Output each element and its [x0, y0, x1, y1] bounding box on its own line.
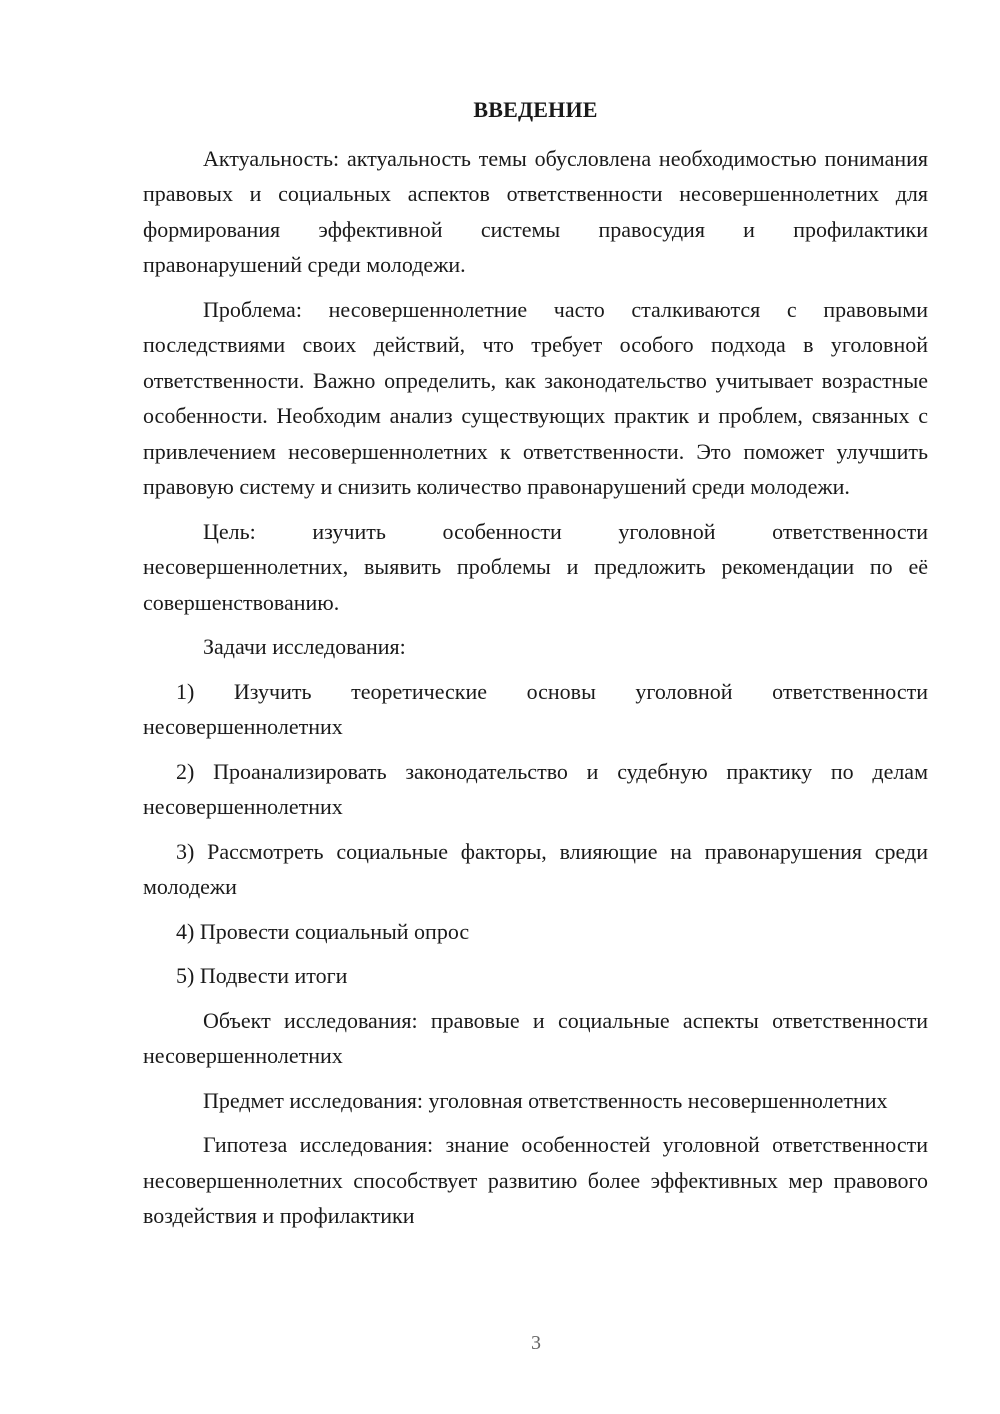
list-item: 1) Изучить теоретические основы уголовной ответственности несовершеннолетних [143, 678, 928, 739]
list-item: 3) Рассмотреть социальные факторы, влияющие на правонарушения среди молодежи [143, 838, 928, 899]
paragraph-problem: Проблема: несовершеннолетние часто сталкиваются с правовыми последствиями своих действий, что требует особого подхода в уголовной ответственности. Важно определить, как законодательство учитывает возрастные особенности. Необходим анализ существующих практик и проблем, связанных с привлечением несовершеннолетних к ответственности. Это поможет улучшить правовую систему и снизить количество правонарушений среди молодежи. [143, 296, 928, 499]
page-title: ВВЕДЕНИЕ [473, 97, 598, 122]
list-item: 5) Подвести итоги [176, 963, 348, 988]
tasks-list [143, 674, 928, 994]
paragraph-goal: Цель: изучить особенности уголовной ответственности несовершеннолетних, выявить проблемы и предложить рекомендации по её совершенствованию. [143, 518, 928, 615]
list-item: 2) Проанализировать законодательство и судебную практику по делам несовершеннолетних [143, 758, 928, 819]
paragraph-hypothesis: Гипотеза исследования: знание особенностей уголовной ответственности несовершеннолетних способствует развитию более эффективных мер правового воздействия и профилактики [143, 1132, 928, 1228]
page-content [143, 92, 928, 1243]
list-item: 4) Провести социальный опрос [176, 918, 470, 944]
paragraph-relevance: Актуальность: актуальность темы обусловлена необходимостью понимания правовых и социальных аспектов ответственности несовершеннолетних для формирования эффективной системы правосудия и профилактики правонарушений среди молодежи. [143, 145, 928, 277]
paragraph-tasks-heading: Задачи исследования: [203, 634, 406, 659]
page-number: 3 [531, 1332, 541, 1354]
paragraph-subject: Предмет исследования: уголовная ответственность несовершеннолетних [203, 1087, 888, 1113]
paragraph-object: Объект исследования: правовые и социальные аспекты ответственности несовершеннолетних [143, 1007, 928, 1068]
